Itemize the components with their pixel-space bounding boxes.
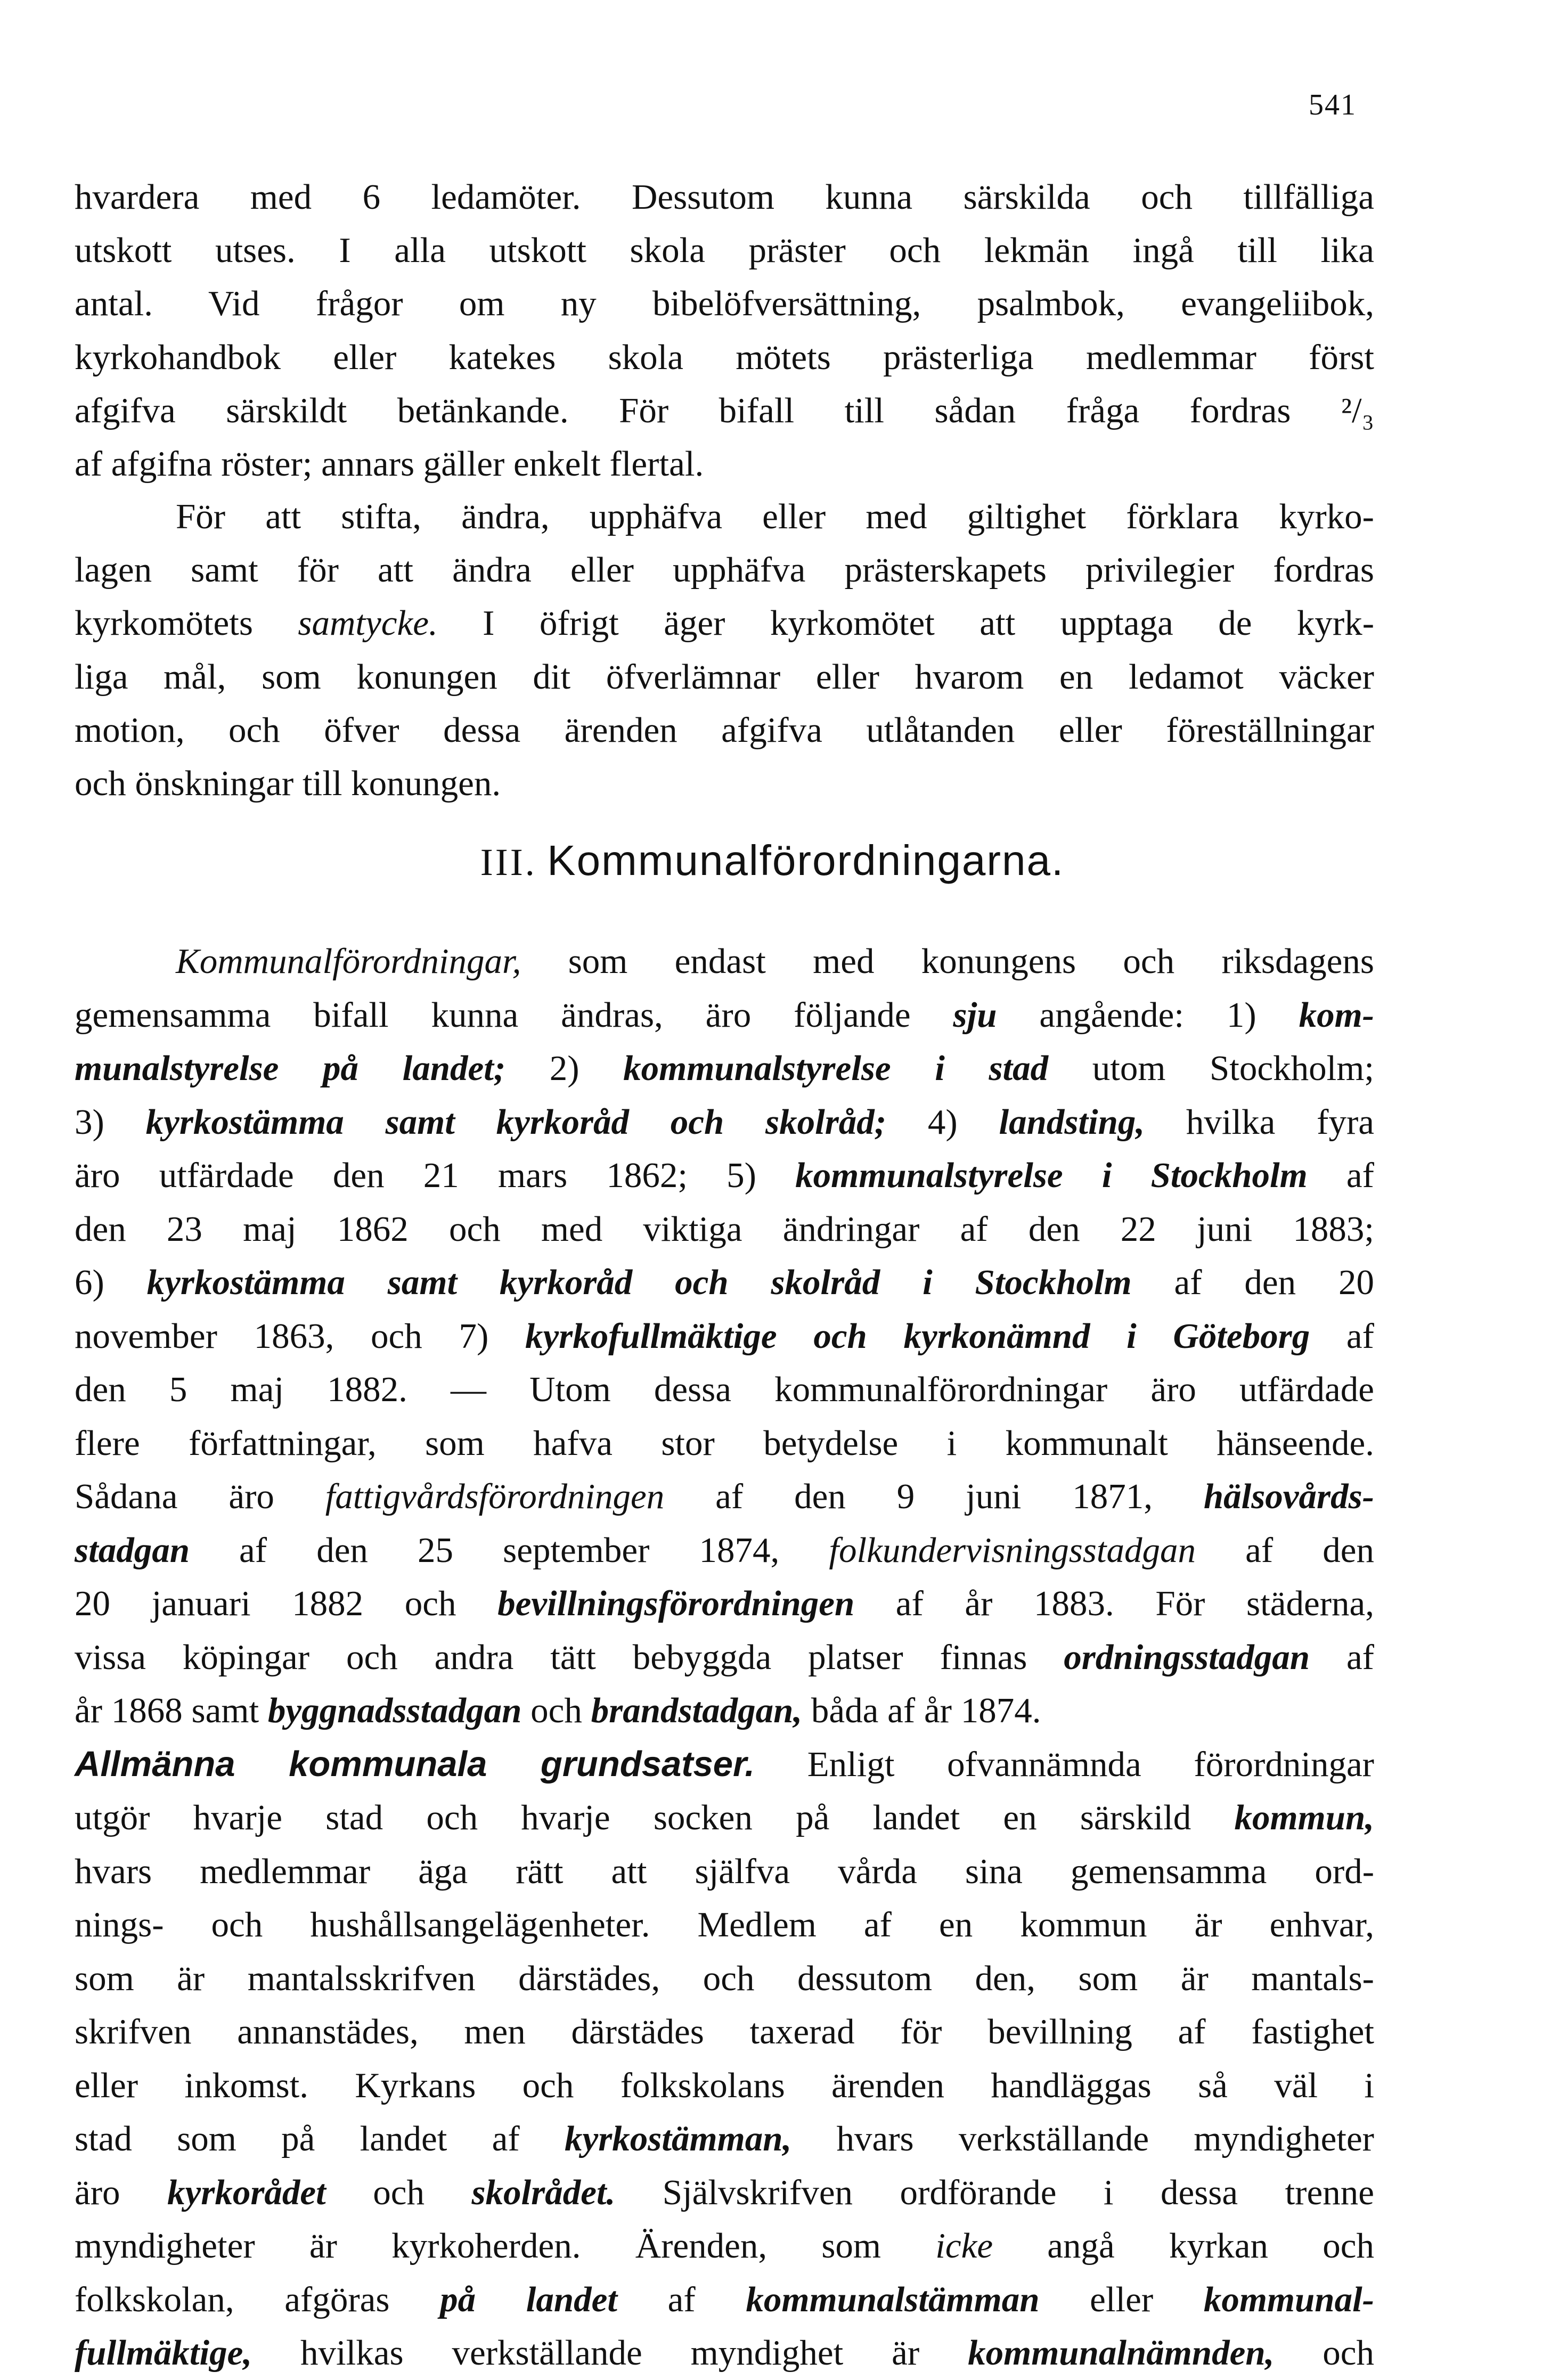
text-line: den 5 maj 1882. — Utom dessa kommunalförordningar äro utfärdade [75, 1370, 1374, 1409]
text-line: år 1868 samt byggnadsstadgan och brandstadgan, båda af år 1874. [75, 1691, 1041, 1730]
page-number: 541 [1309, 88, 1357, 121]
text-line: För att stifta, ändra, upphäfva eller med giltighet förklara kyrko- [176, 497, 1374, 536]
text-line: hvars medlemmar äga rätt att själfva vårda sina gemensamma ord- [75, 1851, 1374, 1891]
text-line: kyrkohandbok eller katekes skola mötets prästerliga medlemmar först [75, 337, 1374, 377]
paragraph-municipal-ordinances [75, 935, 1374, 2380]
text-line: liga mål, som konungen dit öfverlämnar eller hvarom en ledamot väcker [75, 657, 1374, 697]
text-line: stad som på landet af kyrkostämman, hvars verkställande myndigheter [75, 2119, 1374, 2158]
text-line: äro utfärdade den 21 mars 1862; 5) kommunalstyrelse i Stockholm af [75, 1156, 1374, 1195]
text-line: stadgan af den 25 september 1874, folkundervisningsstadgan af den [75, 1530, 1374, 1570]
text-line: den 23 maj 1862 och med viktiga ändringar af den 22 juni 1883; [75, 1209, 1374, 1249]
section-heading [320, 836, 1225, 885]
text-line: hvardera med 6 ledamöter. Dessutom kunna särskilda och tillfälliga [75, 177, 1374, 217]
text-line: lagen samt för att ändra eller upphäfva prästerskapets privilegier fordras [75, 550, 1374, 590]
section-title: Kommunalförordningarna. [547, 837, 1065, 884]
text-line: nings- och hushållsangelägenheter. Medlem af en kommun är enhvar, [75, 1905, 1374, 1944]
text-line: november 1863, och 7) kyrkofullmäktige och kyrkonämnd i Göteborg af [75, 1316, 1374, 1356]
text-line: 20 januari 1882 och bevillningsförordningen af år 1883. För städerna, [75, 1584, 1374, 1623]
text-line: och önskningar till konungen. [75, 764, 501, 804]
text-line: äro kyrkorådet och skolrådet. Självskrifven ordförande i dessa trenne [75, 2172, 1374, 2212]
text-line: antal. Vid frågor om ny bibelöfversättning, psalmbok, evangeliibok, [75, 284, 1374, 324]
text-line: munalstyrelse på landet; 2) kommunalstyrelse i stad utom Stockholm; [75, 1049, 1374, 1088]
text-line: 6) kyrkostämma samt kyrkoråd och skolråd i Stockholm af den 20 [75, 1263, 1375, 1302]
text-line: kyrkomötets samtycke. I öfrigt äger kyrkomötet att upptaga de kyrk- [75, 603, 1375, 643]
paragraph-church-law [75, 490, 1374, 810]
text-line: af afgifna röster; annars gäller enkelt flertal. [75, 444, 704, 484]
text-line: Kommunalförordningar, som endast med konungens och riksdagens [176, 942, 1374, 981]
paragraph-committees [75, 170, 1374, 490]
text-line: fullmäktige, hvilkas verkställande myndighet är kommunalnämnden, och [75, 2333, 1374, 2373]
text-line: flere författningar, som hafva stor betydelse i kommunalt hänseende. [75, 1423, 1374, 1463]
text-line: gemensamma bifall kunna ändras, äro följande sju angående: 1) kom- [75, 995, 1374, 1035]
text-line: Sådana äro fattigvårdsförordningen af den 9 juni 1871, hälsovårds- [75, 1477, 1374, 1516]
text-line: skrifven annanstädes, men därstädes taxerad för bevillning af fastighet [75, 2012, 1374, 2051]
text-line: motion, och öfver dessa ärenden afgifva utlåtanden eller föreställningar [75, 710, 1374, 750]
section-number: III. [480, 841, 537, 884]
text-line: myndigheter är kyrkoherden. Ärenden, som icke angå kyrkan och [75, 2226, 1375, 2266]
text-line: utgör hvarje stad och hvarje socken på landet en särskild kommun, [75, 1798, 1374, 1837]
text-line: utskott utses. I alla utskott skola präster och lekmän ingå till lika [75, 231, 1374, 271]
text-line: afgifva särskildt betänkande. För bifall till sådan fråga fordras ²/₃ [75, 390, 1374, 430]
text-line: folkskolan, afgöras på landet af kommunalstämman eller kommunal- [75, 2279, 1374, 2319]
text-line: som är mantalsskrifven därstädes, och dessutom den, som är mantals- [75, 1958, 1374, 1998]
text-line: eller inkomst. Kyrkans och folkskolans ärenden handläggas så väl i [75, 2065, 1374, 2105]
text-line: vissa köpingar och andra tätt bebyggda platser finnas ordningsstadgan af [75, 1637, 1374, 1677]
text-line: 3) kyrkostämma samt kyrkoråd och skolråd; 4) landsting, hvilka fyra [75, 1102, 1375, 1142]
subheading-inline: Allmänna kommunala grundsatser. [75, 1744, 755, 1784]
text-line: Allmänna kommunala grundsatser. Enligt ofvannämnda förordningar [75, 1744, 1374, 1784]
